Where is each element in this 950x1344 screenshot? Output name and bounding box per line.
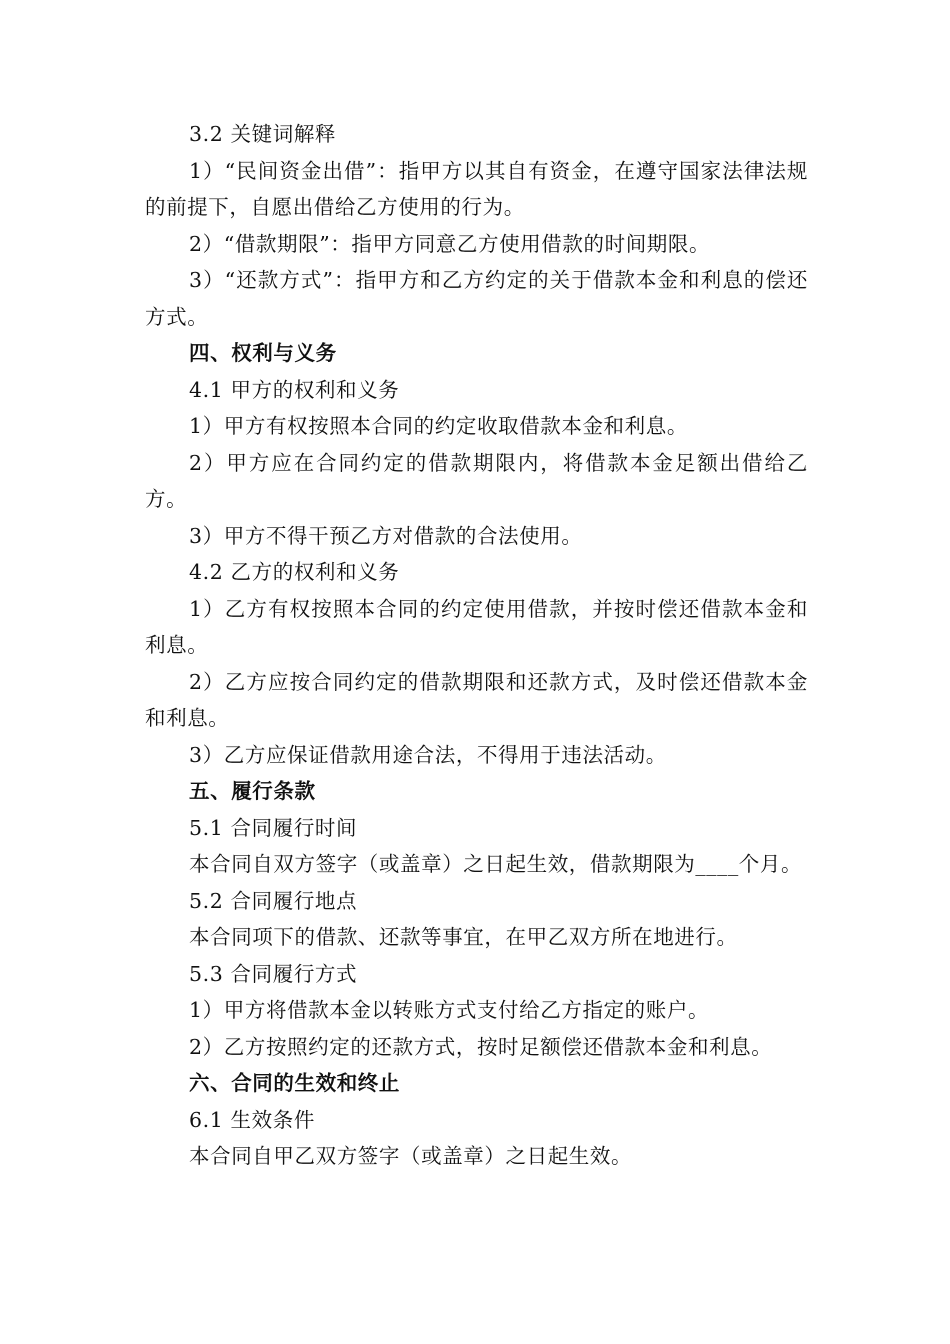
- paragraph-5-3-item-1: 1）甲方将借款本金以转账方式支付给乙方指定的账户。: [189, 998, 710, 1022]
- paragraph-6-1-body: 本合同自甲乙双方签字（或盖章）之日起生效。: [189, 1144, 633, 1168]
- paragraph-4-2-title: 4.2 乙方的权利和义务: [189, 560, 400, 584]
- section-heading-effect-termination: 六、合同的生效和终止: [189, 1071, 400, 1095]
- paragraph-definition-repayment: 3）“还款方式”：指甲方和乙方约定的关于借款本金和利息的偿还方式。: [145, 268, 808, 329]
- paragraph-4-1-title: 4.1 甲方的权利和义务: [189, 377, 400, 402]
- paragraph-definition-term: 2）“借款期限”：指甲方同意乙方使用借款的时间期限。: [189, 231, 711, 256]
- paragraph-4-2-item-1: 1）乙方有权按照本合同的约定使用借款，并按时偿还借款本金和利息。: [145, 596, 808, 657]
- section-heading-rights: 四、权利与义务: [189, 341, 337, 365]
- paragraph-5-2-title: 5.2 合同履行地点: [189, 888, 358, 913]
- document-page: [145, 116, 808, 1175]
- paragraph-4-1-item-3: 3）甲方不得干预乙方对借款的合法使用。: [189, 523, 583, 548]
- section-heading-performance: 五、履行条款: [189, 779, 316, 803]
- paragraph-5-1-title: 5.1 合同履行时间: [189, 815, 358, 840]
- paragraph-4-2-item-2: 2）乙方应按合同约定的借款期限和还款方式，及时偿还借款本金和利息。: [145, 669, 808, 730]
- paragraph-5-1-body: 本合同自双方签字（或盖章）之日起生效，借款期限为____个月。: [189, 852, 803, 876]
- paragraph-5-3-title: 5.3 合同履行方式: [189, 961, 358, 986]
- paragraph-4-1-item-1: 1）甲方有权按照本合同的约定收取借款本金和利息。: [189, 414, 688, 438]
- paragraph-3-2-title: 3.2 关键词解释: [189, 122, 337, 146]
- paragraph-definition-lending: 1）“民间资金出借”：指甲方以其自有资金，在遵守国家法律法规的前提下，自愿出借给乙方使用的行为。: [145, 158, 808, 219]
- paragraph-4-1-item-2: 2）甲方应在合同约定的借款期限内，将借款本金足额出借给乙方。: [145, 450, 808, 511]
- paragraph-4-2-item-3: 3）乙方应保证借款用途合法，不得用于违法活动。: [189, 742, 667, 767]
- paragraph-5-2-body: 本合同项下的借款、还款等事宜，在甲乙双方所在地进行。: [189, 925, 738, 949]
- paragraph-5-3-item-2: 2）乙方按照约定的还款方式，按时足额偿还借款本金和利息。: [189, 1034, 773, 1059]
- paragraph-6-1-title: 6.1 生效条件: [189, 1107, 315, 1132]
